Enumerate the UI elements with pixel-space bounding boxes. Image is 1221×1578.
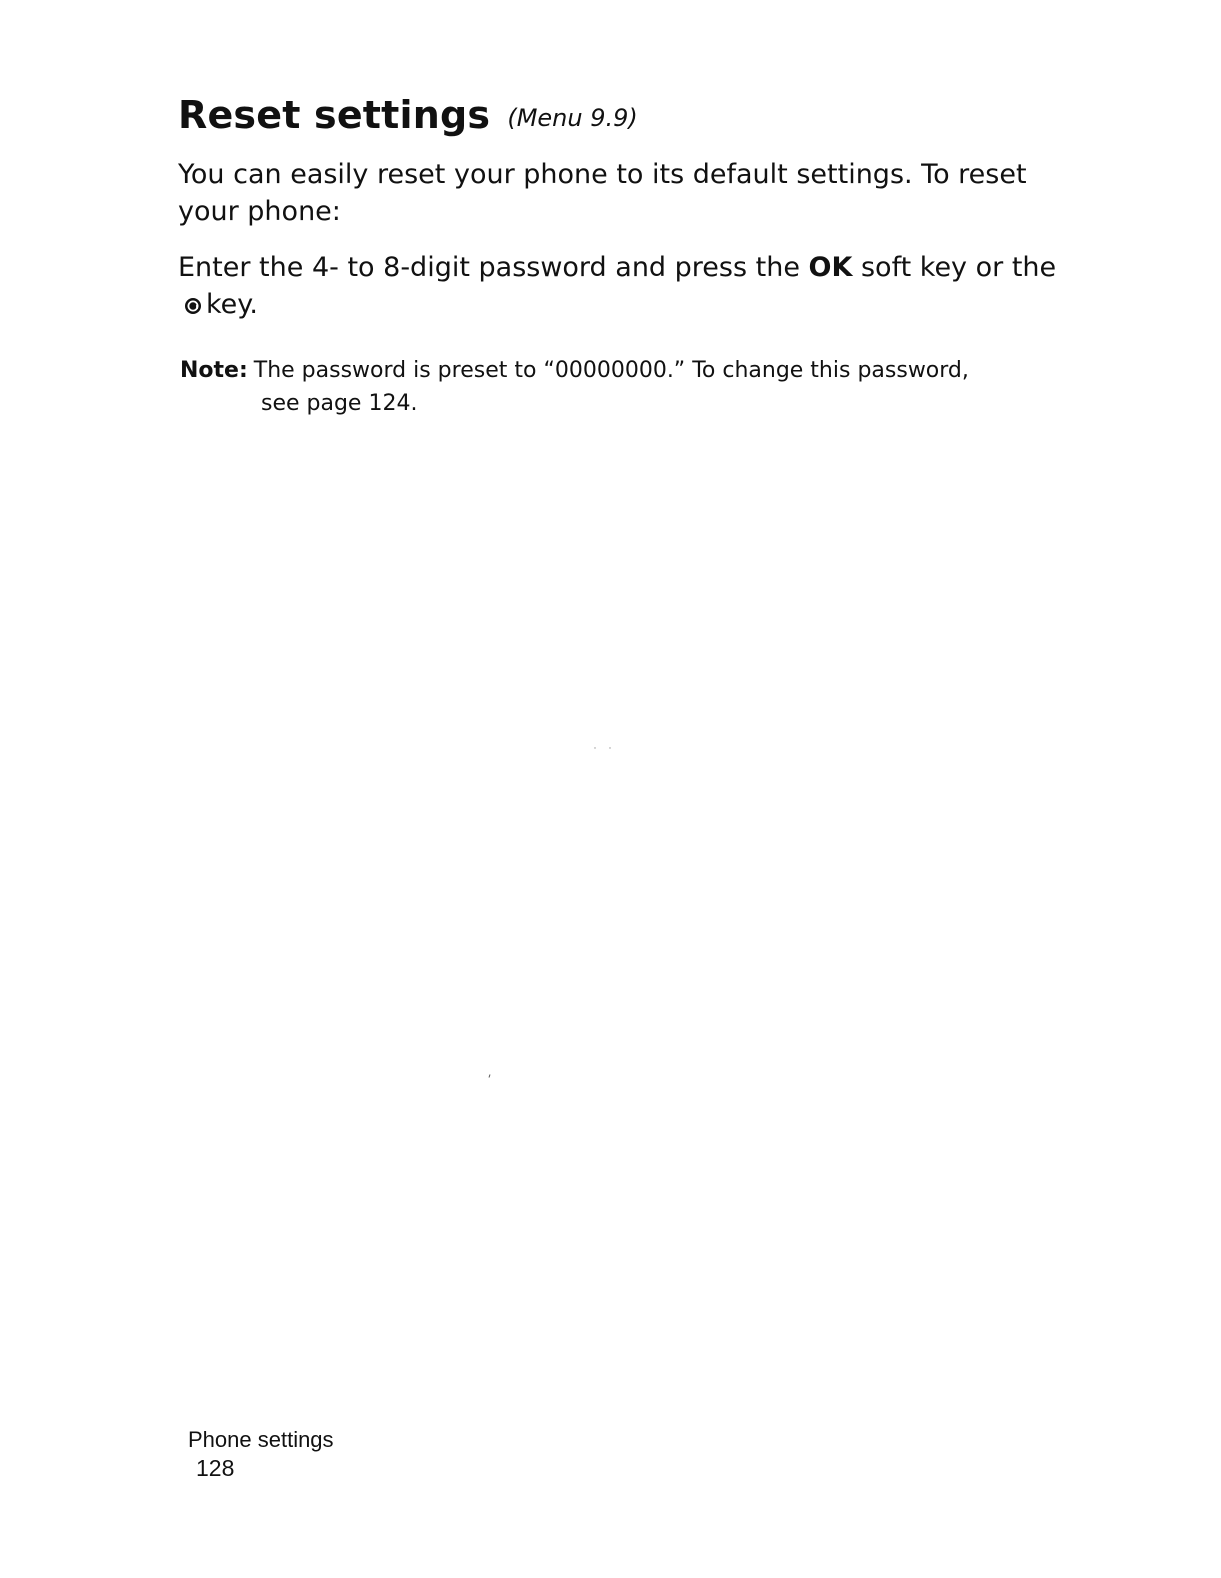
instruction-text-1: Enter the 4- to 8-digit password and press the	[178, 252, 809, 283]
scan-speck-mark	[488, 1074, 491, 1078]
instruction-text-3: key.	[206, 289, 258, 320]
ok-soft-key-label: OK	[808, 252, 853, 283]
page-footer	[188, 1426, 334, 1482]
ok-select-key-icon	[184, 288, 202, 306]
page-title: Reset settings	[178, 93, 491, 137]
instruction-text-2: soft key or the	[852, 252, 1057, 283]
note-label: Note:	[180, 358, 248, 383]
note-text: The password is preset to “00000000.” To change this password, see page 124.	[253, 358, 969, 416]
section-heading	[178, 93, 638, 137]
intro-paragraph: You can easily reset your phone to its default settings. To reset your phone:	[178, 159, 1027, 227]
note-block	[180, 354, 980, 420]
footer-section-name: Phone settings	[188, 1427, 334, 1452]
scan-speck-marks	[594, 746, 614, 750]
page-number: 128	[196, 1455, 235, 1481]
instruction-paragraph	[178, 249, 1058, 323]
menu-reference: (Menu 9.9)	[507, 104, 638, 132]
